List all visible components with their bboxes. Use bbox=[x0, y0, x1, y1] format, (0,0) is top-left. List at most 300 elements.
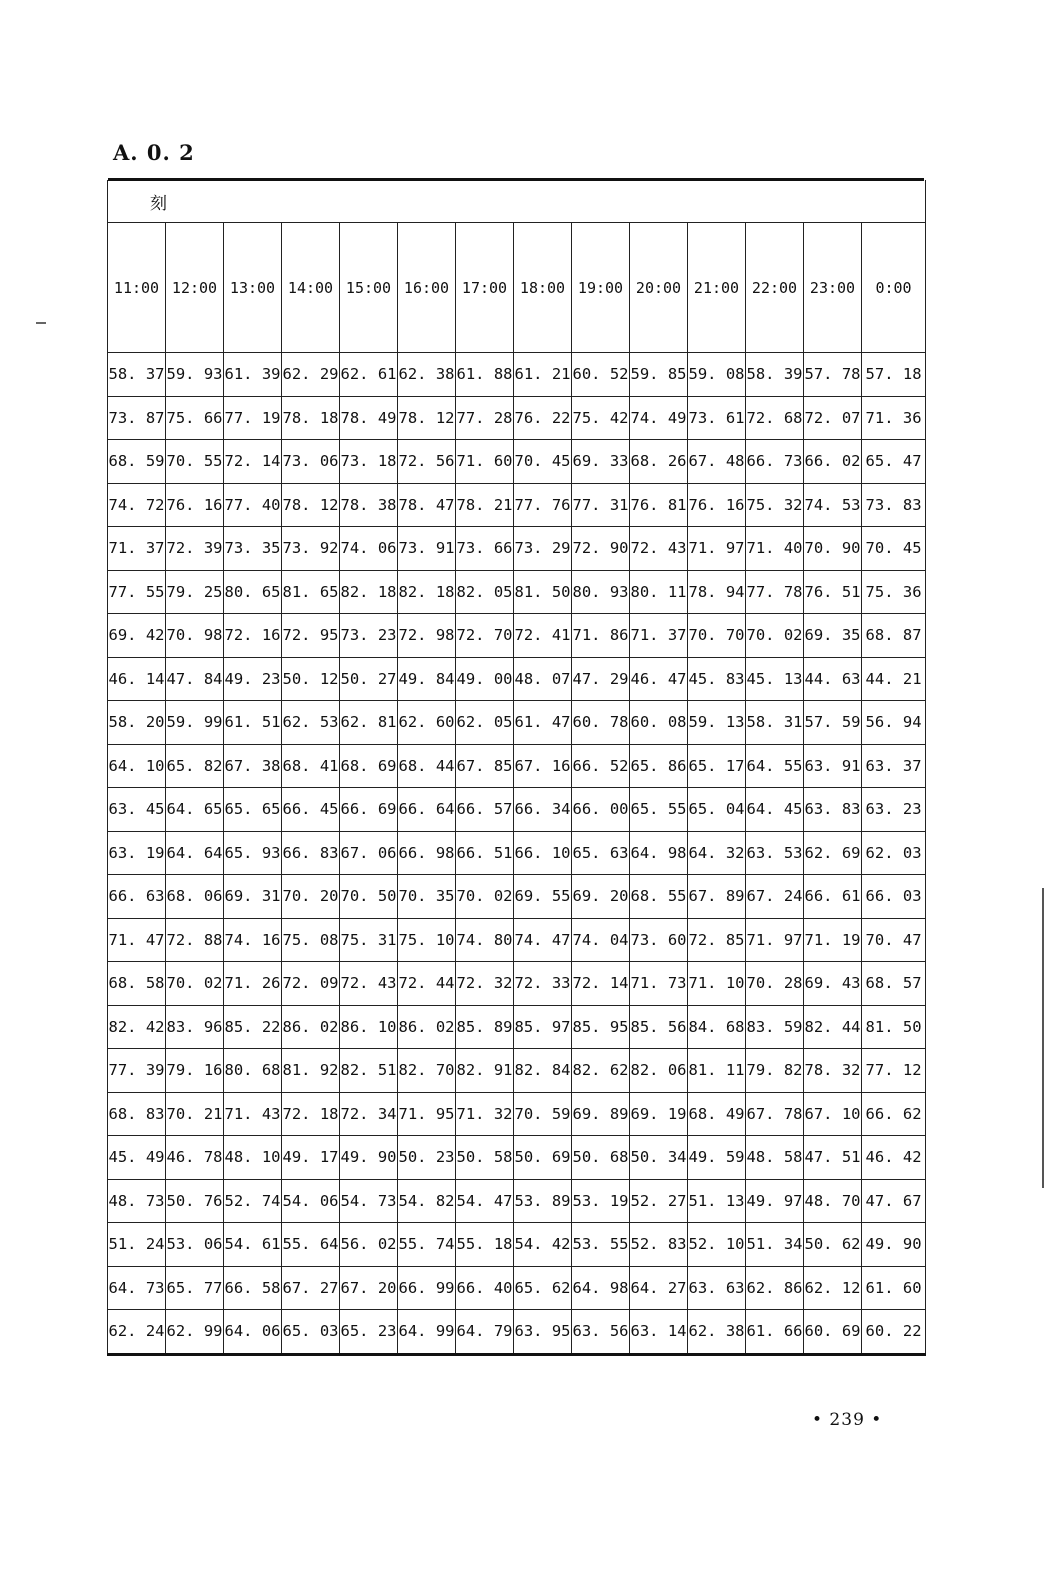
table-cell: 68. 44 bbox=[398, 744, 456, 788]
table-cell: 72. 56 bbox=[398, 440, 456, 484]
table-cell: 66. 99 bbox=[398, 1266, 456, 1310]
table-cell: 82. 05 bbox=[456, 570, 514, 614]
table-cell: 61. 51 bbox=[224, 701, 282, 745]
table-cell: 68. 57 bbox=[862, 962, 926, 1006]
table-cell: 78. 94 bbox=[688, 570, 746, 614]
table-cell: 72. 41 bbox=[514, 614, 572, 658]
table-cell: 67. 38 bbox=[224, 744, 282, 788]
table-cell: 72. 14 bbox=[572, 962, 630, 1006]
table-row bbox=[108, 1005, 926, 1049]
table-cell: 71. 86 bbox=[572, 614, 630, 658]
table-row bbox=[108, 875, 926, 919]
table-cell: 48. 10 bbox=[224, 1136, 282, 1180]
table-cell: 71. 37 bbox=[108, 527, 166, 571]
table-cell: 81. 92 bbox=[282, 1049, 340, 1093]
table-row bbox=[108, 1266, 926, 1310]
table-cell: 66. 98 bbox=[398, 831, 456, 875]
table-cell: 78. 47 bbox=[398, 483, 456, 527]
table-cell: 50. 27 bbox=[340, 657, 398, 701]
table-row bbox=[108, 1310, 926, 1355]
table-cell: 56. 94 bbox=[862, 701, 926, 745]
table-cell: 72. 33 bbox=[514, 962, 572, 1006]
table-cell: 64. 79 bbox=[456, 1310, 514, 1355]
table-cell: 66. 51 bbox=[456, 831, 514, 875]
table-cell: 70. 98 bbox=[166, 614, 224, 658]
table-cell: 53. 06 bbox=[166, 1223, 224, 1267]
table-cell: 44. 21 bbox=[862, 657, 926, 701]
table-cell: 73. 61 bbox=[688, 396, 746, 440]
table-cell: 62. 24 bbox=[108, 1310, 166, 1355]
table-cell: 71. 73 bbox=[630, 962, 688, 1006]
table-row bbox=[108, 788, 926, 832]
column-header: 21:00 bbox=[688, 223, 746, 353]
table-cell: 66. 73 bbox=[746, 440, 804, 484]
table-cell: 67. 06 bbox=[340, 831, 398, 875]
table-cell: 80. 68 bbox=[224, 1049, 282, 1093]
table-cell: 53. 19 bbox=[572, 1179, 630, 1223]
table-cell: 50. 12 bbox=[282, 657, 340, 701]
table-cell: 74. 04 bbox=[572, 918, 630, 962]
table-cell: 47. 84 bbox=[166, 657, 224, 701]
table-cell: 73. 91 bbox=[398, 527, 456, 571]
table-cell: 68. 26 bbox=[630, 440, 688, 484]
table-cell: 66. 83 bbox=[282, 831, 340, 875]
table-cell: 71. 43 bbox=[224, 1092, 282, 1136]
table-cell: 70. 45 bbox=[862, 527, 926, 571]
table-cell: 49. 17 bbox=[282, 1136, 340, 1180]
table-cell: 77. 78 bbox=[746, 570, 804, 614]
table-cell: 63. 91 bbox=[804, 744, 862, 788]
table-cell: 63. 19 bbox=[108, 831, 166, 875]
table-cell: 62. 69 bbox=[804, 831, 862, 875]
table-row bbox=[108, 483, 926, 527]
table-cell: 80. 93 bbox=[572, 570, 630, 614]
column-header: 14:00 bbox=[282, 223, 340, 353]
table-cell: 65. 86 bbox=[630, 744, 688, 788]
table-cell: 62. 53 bbox=[282, 701, 340, 745]
table-cell: 66. 45 bbox=[282, 788, 340, 832]
table-cell: 59. 13 bbox=[688, 701, 746, 745]
table-row bbox=[108, 614, 926, 658]
table-cell: 66. 63 bbox=[108, 875, 166, 919]
table-cell: 66. 52 bbox=[572, 744, 630, 788]
table-cell: 64. 45 bbox=[746, 788, 804, 832]
table-cell: 67. 89 bbox=[688, 875, 746, 919]
table-row bbox=[108, 1179, 926, 1223]
table-cell: 54. 47 bbox=[456, 1179, 514, 1223]
table-cell: 64. 64 bbox=[166, 831, 224, 875]
table-cell: 73. 66 bbox=[456, 527, 514, 571]
table-cell: 65. 47 bbox=[862, 440, 926, 484]
table-cell: 64. 65 bbox=[166, 788, 224, 832]
margin-mark bbox=[36, 322, 46, 324]
table-cell: 82. 51 bbox=[340, 1049, 398, 1093]
table-row bbox=[108, 831, 926, 875]
table-cell: 78. 12 bbox=[398, 396, 456, 440]
table-cell: 65. 62 bbox=[514, 1266, 572, 1310]
table-cell: 54. 42 bbox=[514, 1223, 572, 1267]
table-cell: 71. 40 bbox=[746, 527, 804, 571]
table-cell: 66. 69 bbox=[340, 788, 398, 832]
column-header: 12:00 bbox=[166, 223, 224, 353]
table-cell: 72. 44 bbox=[398, 962, 456, 1006]
table-cell: 82. 62 bbox=[572, 1049, 630, 1093]
table-cell: 61. 66 bbox=[746, 1310, 804, 1355]
table-cell: 75. 42 bbox=[572, 396, 630, 440]
table-row bbox=[108, 527, 926, 571]
table-cell: 70. 20 bbox=[282, 875, 340, 919]
table-cell: 71. 36 bbox=[862, 396, 926, 440]
table-cell: 73. 87 bbox=[108, 396, 166, 440]
table-cell: 66. 00 bbox=[572, 788, 630, 832]
table-cell: 69. 55 bbox=[514, 875, 572, 919]
table-cell: 49. 90 bbox=[340, 1136, 398, 1180]
column-header: 11:00 bbox=[108, 223, 166, 353]
table-cell: 64. 73 bbox=[108, 1266, 166, 1310]
table-cell: 78. 49 bbox=[340, 396, 398, 440]
table-cell: 64. 98 bbox=[630, 831, 688, 875]
column-header: 15:00 bbox=[340, 223, 398, 353]
table-cell: 49. 84 bbox=[398, 657, 456, 701]
table-cell: 55. 18 bbox=[456, 1223, 514, 1267]
table-cell: 50. 23 bbox=[398, 1136, 456, 1180]
table-cell: 75. 31 bbox=[340, 918, 398, 962]
table-cell: 58. 37 bbox=[108, 353, 166, 397]
table-row bbox=[108, 1049, 926, 1093]
table-cell: 58. 31 bbox=[746, 701, 804, 745]
table-cell: 52. 74 bbox=[224, 1179, 282, 1223]
table-cell: 86. 02 bbox=[282, 1005, 340, 1049]
table-cell: 68. 58 bbox=[108, 962, 166, 1006]
table-cell: 59. 99 bbox=[166, 701, 224, 745]
table-row bbox=[108, 918, 926, 962]
table-cell: 61. 39 bbox=[224, 353, 282, 397]
table-cell: 82. 84 bbox=[514, 1049, 572, 1093]
table-row bbox=[108, 1092, 926, 1136]
table-cell: 77. 40 bbox=[224, 483, 282, 527]
table-cell: 77. 76 bbox=[514, 483, 572, 527]
table-row bbox=[108, 1136, 926, 1180]
table-cell: 57. 18 bbox=[862, 353, 926, 397]
table-cell: 58. 39 bbox=[746, 353, 804, 397]
table-cell: 78. 18 bbox=[282, 396, 340, 440]
table-caption-row bbox=[108, 180, 926, 223]
table-cell: 79. 25 bbox=[166, 570, 224, 614]
table-cell: 83. 59 bbox=[746, 1005, 804, 1049]
table-cell: 72. 07 bbox=[804, 396, 862, 440]
table-cell: 68. 49 bbox=[688, 1092, 746, 1136]
table-cell: 54. 73 bbox=[340, 1179, 398, 1223]
table-cell: 85. 95 bbox=[572, 1005, 630, 1049]
table-cell: 67. 20 bbox=[340, 1266, 398, 1310]
table-cell: 53. 55 bbox=[572, 1223, 630, 1267]
table-cell: 63. 83 bbox=[804, 788, 862, 832]
table-cell: 62. 38 bbox=[398, 353, 456, 397]
table-cell: 66. 64 bbox=[398, 788, 456, 832]
table-cell: 63. 95 bbox=[514, 1310, 572, 1355]
table-cell: 86. 10 bbox=[340, 1005, 398, 1049]
column-header: 18:00 bbox=[514, 223, 572, 353]
table-caption: 刻 bbox=[108, 180, 926, 223]
table-cell: 63. 45 bbox=[108, 788, 166, 832]
table-cell: 67. 78 bbox=[746, 1092, 804, 1136]
table-cell: 70. 70 bbox=[688, 614, 746, 658]
table-cell: 47. 51 bbox=[804, 1136, 862, 1180]
table-row bbox=[108, 570, 926, 614]
table-cell: 65. 03 bbox=[282, 1310, 340, 1355]
table-cell: 74. 80 bbox=[456, 918, 514, 962]
table-cell: 72. 98 bbox=[398, 614, 456, 658]
table-cell: 61. 47 bbox=[514, 701, 572, 745]
table-cell: 81. 50 bbox=[862, 1005, 926, 1049]
table-cell: 47. 29 bbox=[572, 657, 630, 701]
table-cell: 75. 10 bbox=[398, 918, 456, 962]
table-cell: 70. 28 bbox=[746, 962, 804, 1006]
table-cell: 72. 43 bbox=[630, 527, 688, 571]
table-cell: 58. 20 bbox=[108, 701, 166, 745]
table-cell: 51. 24 bbox=[108, 1223, 166, 1267]
table-cell: 60. 78 bbox=[572, 701, 630, 745]
table-cell: 66. 34 bbox=[514, 788, 572, 832]
table-row bbox=[108, 657, 926, 701]
table-cell: 69. 35 bbox=[804, 614, 862, 658]
table-cell: 52. 10 bbox=[688, 1223, 746, 1267]
table-cell: 75. 32 bbox=[746, 483, 804, 527]
table-cell: 69. 19 bbox=[630, 1092, 688, 1136]
table-cell: 69. 20 bbox=[572, 875, 630, 919]
table-cell: 78. 32 bbox=[804, 1049, 862, 1093]
table-cell: 65. 55 bbox=[630, 788, 688, 832]
table-cell: 65. 93 bbox=[224, 831, 282, 875]
table-cell: 72. 70 bbox=[456, 614, 514, 658]
table-cell: 71. 60 bbox=[456, 440, 514, 484]
table-cell: 73. 23 bbox=[340, 614, 398, 658]
table-cell: 74. 16 bbox=[224, 918, 282, 962]
table-cell: 69. 31 bbox=[224, 875, 282, 919]
table-cell: 71. 37 bbox=[630, 614, 688, 658]
table-cell: 73. 18 bbox=[340, 440, 398, 484]
table-cell: 74. 49 bbox=[630, 396, 688, 440]
table-cell: 73. 35 bbox=[224, 527, 282, 571]
table-cell: 49. 23 bbox=[224, 657, 282, 701]
table-cell: 67. 27 bbox=[282, 1266, 340, 1310]
table-cell: 62. 05 bbox=[456, 701, 514, 745]
table-cell: 48. 07 bbox=[514, 657, 572, 701]
column-header: 13:00 bbox=[224, 223, 282, 353]
table-cell: 68. 06 bbox=[166, 875, 224, 919]
table-cell: 49. 00 bbox=[456, 657, 514, 701]
table-cell: 81. 11 bbox=[688, 1049, 746, 1093]
table-cell: 63. 63 bbox=[688, 1266, 746, 1310]
table-cell: 61. 88 bbox=[456, 353, 514, 397]
table-cell: 82. 70 bbox=[398, 1049, 456, 1093]
table-cell: 72. 90 bbox=[572, 527, 630, 571]
table-cell: 85. 56 bbox=[630, 1005, 688, 1049]
table-cell: 50. 58 bbox=[456, 1136, 514, 1180]
table-cell: 51. 13 bbox=[688, 1179, 746, 1223]
table-cell: 46. 42 bbox=[862, 1136, 926, 1180]
table-cell: 56. 02 bbox=[340, 1223, 398, 1267]
table-cell: 85. 97 bbox=[514, 1005, 572, 1049]
table-cell: 65. 65 bbox=[224, 788, 282, 832]
table-cell: 75. 36 bbox=[862, 570, 926, 614]
table-cell: 71. 32 bbox=[456, 1092, 514, 1136]
table-cell: 72. 34 bbox=[340, 1092, 398, 1136]
column-header: 17:00 bbox=[456, 223, 514, 353]
table-cell: 61. 21 bbox=[514, 353, 572, 397]
table-cell: 62. 99 bbox=[166, 1310, 224, 1355]
table-cell: 85. 89 bbox=[456, 1005, 514, 1049]
table-cell: 72. 09 bbox=[282, 962, 340, 1006]
table-cell: 71. 19 bbox=[804, 918, 862, 962]
table-cell: 72. 32 bbox=[456, 962, 514, 1006]
table-cell: 66. 57 bbox=[456, 788, 514, 832]
table-cell: 72. 18 bbox=[282, 1092, 340, 1136]
table-cell: 77. 12 bbox=[862, 1049, 926, 1093]
table-cell: 55. 64 bbox=[282, 1223, 340, 1267]
table-cell: 68. 59 bbox=[108, 440, 166, 484]
table-cell: 62. 60 bbox=[398, 701, 456, 745]
table-cell: 52. 83 bbox=[630, 1223, 688, 1267]
table-cell: 80. 65 bbox=[224, 570, 282, 614]
table-cell: 68. 55 bbox=[630, 875, 688, 919]
column-header: 23:00 bbox=[804, 223, 862, 353]
table-cell: 47. 67 bbox=[862, 1179, 926, 1223]
table-row bbox=[108, 701, 926, 745]
table-cell: 64. 32 bbox=[688, 831, 746, 875]
table-cell: 78. 21 bbox=[456, 483, 514, 527]
table-cell: 83. 96 bbox=[166, 1005, 224, 1049]
table-row bbox=[108, 744, 926, 788]
table-cell: 62. 38 bbox=[688, 1310, 746, 1355]
table-cell: 77. 28 bbox=[456, 396, 514, 440]
table-cell: 53. 89 bbox=[514, 1179, 572, 1223]
table-cell: 54. 82 bbox=[398, 1179, 456, 1223]
table-cell: 66. 40 bbox=[456, 1266, 514, 1310]
table-row bbox=[108, 1223, 926, 1267]
table-cell: 49. 90 bbox=[862, 1223, 926, 1267]
table-cell: 62. 86 bbox=[746, 1266, 804, 1310]
table-cell: 65. 63 bbox=[572, 831, 630, 875]
table-cell: 64. 98 bbox=[572, 1266, 630, 1310]
table-cell: 70. 47 bbox=[862, 918, 926, 962]
table-cell: 48. 70 bbox=[804, 1179, 862, 1223]
table-cell: 82. 42 bbox=[108, 1005, 166, 1049]
table-cell: 68. 41 bbox=[282, 744, 340, 788]
table-cell: 64. 06 bbox=[224, 1310, 282, 1355]
table-cell: 63. 23 bbox=[862, 788, 926, 832]
table-cell: 50. 34 bbox=[630, 1136, 688, 1180]
table-cell: 57. 59 bbox=[804, 701, 862, 745]
table-cell: 67. 16 bbox=[514, 744, 572, 788]
table-cell: 51. 34 bbox=[746, 1223, 804, 1267]
table-cell: 79. 82 bbox=[746, 1049, 804, 1093]
table-cell: 82. 18 bbox=[398, 570, 456, 614]
section-title: A. 0. 2 bbox=[113, 140, 195, 165]
table-cell: 66. 02 bbox=[804, 440, 862, 484]
table-cell: 46. 78 bbox=[166, 1136, 224, 1180]
table-cell: 70. 50 bbox=[340, 875, 398, 919]
table-cell: 70. 90 bbox=[804, 527, 862, 571]
table-cell: 69. 33 bbox=[572, 440, 630, 484]
page-number: • 239 • bbox=[812, 1410, 883, 1430]
table-cell: 76. 22 bbox=[514, 396, 572, 440]
table-cell: 63. 14 bbox=[630, 1310, 688, 1355]
table-cell: 46. 47 bbox=[630, 657, 688, 701]
table-cell: 64. 27 bbox=[630, 1266, 688, 1310]
table-cell: 82. 06 bbox=[630, 1049, 688, 1093]
table-cell: 73. 29 bbox=[514, 527, 572, 571]
table-cell: 62. 12 bbox=[804, 1266, 862, 1310]
table-cell: 63. 56 bbox=[572, 1310, 630, 1355]
table-cell: 62. 61 bbox=[340, 353, 398, 397]
table-cell: 67. 10 bbox=[804, 1092, 862, 1136]
table-cell: 61. 60 bbox=[862, 1266, 926, 1310]
table-cell: 62. 29 bbox=[282, 353, 340, 397]
table-cell: 73. 06 bbox=[282, 440, 340, 484]
table-cell: 75. 66 bbox=[166, 396, 224, 440]
table-cell: 76. 16 bbox=[166, 483, 224, 527]
table-cell: 62. 81 bbox=[340, 701, 398, 745]
table-cell: 64. 55 bbox=[746, 744, 804, 788]
table-cell: 71. 26 bbox=[224, 962, 282, 1006]
table-header-row bbox=[108, 223, 926, 353]
table-cell: 60. 22 bbox=[862, 1310, 926, 1355]
table-cell: 72. 14 bbox=[224, 440, 282, 484]
scan-edge-mark bbox=[1042, 888, 1044, 1188]
table-cell: 50. 76 bbox=[166, 1179, 224, 1223]
table-cell: 60. 69 bbox=[804, 1310, 862, 1355]
table-cell: 67. 24 bbox=[746, 875, 804, 919]
table-cell: 74. 72 bbox=[108, 483, 166, 527]
table-cell: 45. 49 bbox=[108, 1136, 166, 1180]
table-cell: 67. 48 bbox=[688, 440, 746, 484]
table-cell: 69. 89 bbox=[572, 1092, 630, 1136]
table-cell: 77. 39 bbox=[108, 1049, 166, 1093]
table-cell: 86. 02 bbox=[398, 1005, 456, 1049]
table-cell: 85. 22 bbox=[224, 1005, 282, 1049]
table-cell: 79. 16 bbox=[166, 1049, 224, 1093]
data-table bbox=[107, 180, 926, 1356]
table-cell: 50. 62 bbox=[804, 1223, 862, 1267]
table-cell: 49. 59 bbox=[688, 1136, 746, 1180]
table-cell: 77. 31 bbox=[572, 483, 630, 527]
table-cell: 81. 65 bbox=[282, 570, 340, 614]
table-cell: 70. 02 bbox=[456, 875, 514, 919]
table-cell: 64. 10 bbox=[108, 744, 166, 788]
table-cell: 66. 58 bbox=[224, 1266, 282, 1310]
table-cell: 74. 47 bbox=[514, 918, 572, 962]
table-cell: 72. 16 bbox=[224, 614, 282, 658]
table-cell: 71. 47 bbox=[108, 918, 166, 962]
table-cell: 69. 43 bbox=[804, 962, 862, 1006]
table-row bbox=[108, 440, 926, 484]
table-cell: 66. 03 bbox=[862, 875, 926, 919]
table-cell: 70. 02 bbox=[166, 962, 224, 1006]
table-cell: 70. 21 bbox=[166, 1092, 224, 1136]
table-cell: 72. 43 bbox=[340, 962, 398, 1006]
table-cell: 70. 35 bbox=[398, 875, 456, 919]
table-cell: 71. 97 bbox=[746, 918, 804, 962]
table-cell: 73. 60 bbox=[630, 918, 688, 962]
table-cell: 54. 61 bbox=[224, 1223, 282, 1267]
table-cell: 68. 87 bbox=[862, 614, 926, 658]
table-cell: 72. 95 bbox=[282, 614, 340, 658]
column-header: 20:00 bbox=[630, 223, 688, 353]
table-cell: 72. 68 bbox=[746, 396, 804, 440]
table-cell: 48. 73 bbox=[108, 1179, 166, 1223]
table-cell: 78. 12 bbox=[282, 483, 340, 527]
